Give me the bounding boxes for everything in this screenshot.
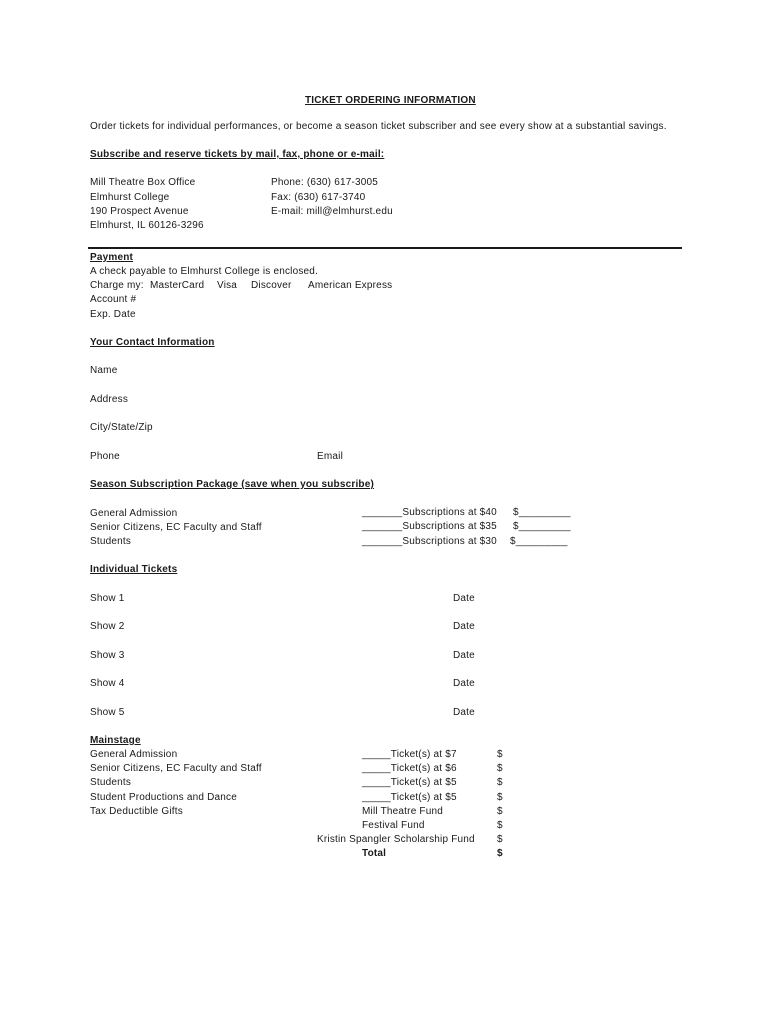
card-option-discover[interactable]: Discover	[251, 280, 292, 291]
season-row-qty[interactable]: _______Subscriptions at $40	[362, 507, 497, 518]
mainstage-row-label: Tax Deductible Gifts	[90, 806, 183, 817]
address-line: Elmhurst College	[90, 192, 170, 203]
mainstage-row-amount[interactable]: $	[497, 792, 503, 803]
show-label: Show 4	[90, 678, 125, 689]
mainstage-row-amount[interactable]: $	[497, 749, 503, 760]
check-option[interactable]: A check payable to Elmhurst College is enclosed.	[90, 266, 319, 277]
mainstage-row-amount[interactable]: $	[497, 806, 503, 817]
date-label: Date	[453, 707, 475, 718]
mainstage-row-qty[interactable]: _____Ticket(s) at $5	[362, 792, 457, 803]
season-row-label: Students	[90, 536, 132, 547]
mainstage-row-qty[interactable]: _____Ticket(s) at $5	[362, 777, 457, 788]
mainstage-row-label: Senior Citizens, EC Faculty and Staff	[90, 763, 262, 774]
date-label: Date	[453, 621, 475, 632]
mainstage-row-amount[interactable]: $	[497, 777, 503, 788]
show-label: Show 3	[90, 650, 125, 661]
address-label: Address	[90, 394, 129, 405]
city-state-zip-label: City/State/Zip	[90, 422, 153, 433]
page-title: TICKET ORDERING INFORMATION	[305, 95, 476, 106]
season-row-amount[interactable]: $_________	[510, 536, 568, 547]
season-row-amount[interactable]: $_________	[513, 521, 571, 532]
fax-line: Fax: (630) 617-3740	[271, 192, 366, 203]
show-label: Show 5	[90, 707, 125, 718]
mainstage-row-qty[interactable]: _____Ticket(s) at $7	[362, 749, 457, 760]
mainstage-row-qty[interactable]: _____Ticket(s) at $6	[362, 763, 457, 774]
show-label: Show 1	[90, 593, 125, 604]
address-line: Mill Theatre Box Office	[90, 177, 196, 188]
fund-label-festival: Festival Fund	[362, 820, 425, 831]
section-divider	[88, 247, 682, 249]
total-amount[interactable]: $	[497, 848, 503, 859]
mainstage-row-label: General Admission	[90, 749, 178, 760]
intro-text: Order tickets for individual performances, or become a season ticket subscriber and see every show at a substantial savings.	[90, 121, 667, 132]
date-label: Date	[453, 650, 475, 661]
date-label: Date	[453, 593, 475, 604]
season-heading: Season Subscription Package (save when you subscribe)	[90, 479, 375, 490]
contact-heading: Your Contact Information	[90, 337, 215, 348]
card-option-visa[interactable]: Visa	[217, 280, 238, 291]
name-label: Name	[90, 365, 118, 376]
mainstage-heading: Mainstage	[90, 735, 141, 746]
individual-heading: Individual Tickets	[90, 564, 178, 575]
season-row-amount[interactable]: $_________	[513, 507, 571, 518]
mainstage-row-label: Students	[90, 777, 132, 788]
mainstage-row-amount[interactable]: $	[497, 834, 503, 845]
show-label: Show 2	[90, 621, 125, 632]
total-label: Total	[362, 848, 387, 859]
mainstage-row-amount[interactable]: $	[497, 763, 503, 774]
mainstage-row-amount[interactable]: $	[497, 820, 503, 831]
subscribe-heading: Subscribe and reserve tickets by mail, fax, phone or e-mail:	[90, 149, 385, 160]
mainstage-row-label: Student Productions and Dance	[90, 792, 238, 803]
season-row-qty[interactable]: _______Subscriptions at $30	[362, 536, 497, 547]
fund-label-mill-theatre: Mill Theatre Fund	[362, 806, 444, 817]
email-label: Email	[317, 451, 344, 462]
season-row-label: Senior Citizens, EC Faculty and Staff	[90, 522, 262, 533]
phone-label: Phone	[90, 451, 120, 462]
address-line: Elmhurst, IL 60126-3296	[90, 220, 204, 231]
address-line: 190 Prospect Avenue	[90, 206, 189, 217]
date-label: Date	[453, 678, 475, 689]
fund-label-scholarship: Kristin Spangler Scholarship Fund	[317, 834, 475, 845]
season-row-qty[interactable]: _______Subscriptions at $35	[362, 521, 497, 532]
card-option-amex[interactable]: American Express	[308, 280, 393, 291]
card-option-mastercard[interactable]: MasterCard	[150, 280, 205, 291]
season-row-label: General Admission	[90, 508, 178, 519]
phone-line: Phone: (630) 617-3005	[271, 177, 379, 188]
account-label: Account #	[90, 294, 137, 305]
email-line: E-mail: mill@elmhurst.edu	[271, 206, 393, 217]
charge-label: Charge my:	[90, 280, 144, 291]
payment-heading: Payment	[90, 252, 134, 263]
exp-date-label: Exp. Date	[90, 309, 136, 320]
